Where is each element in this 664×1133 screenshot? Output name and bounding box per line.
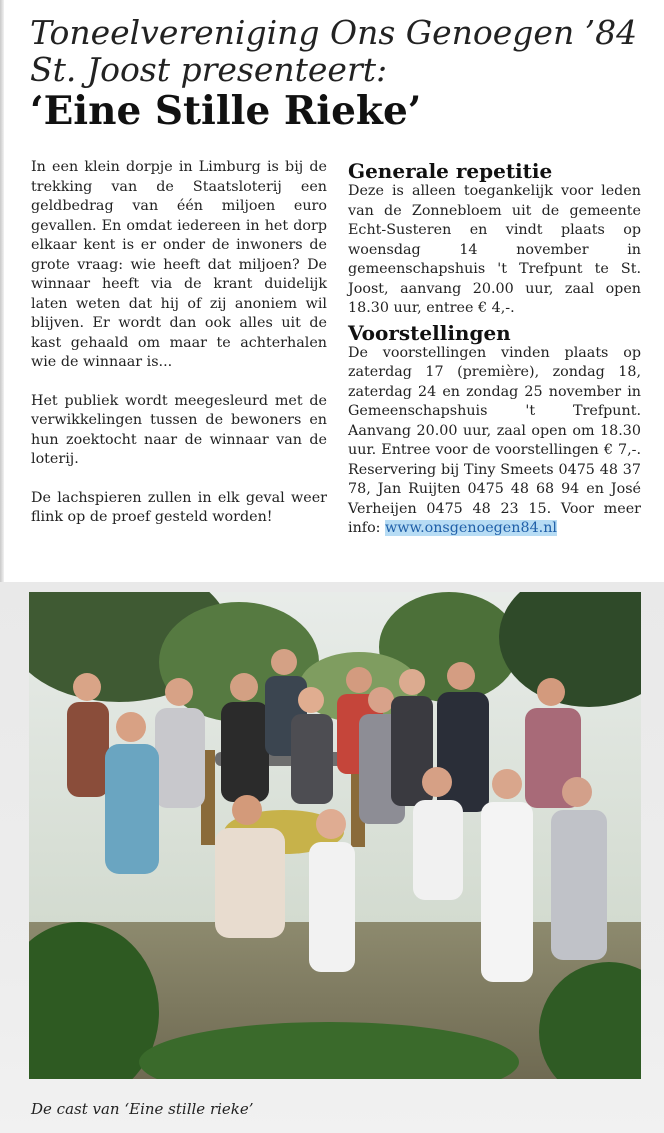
section-performances [348, 322, 641, 539]
article-headline [30, 14, 650, 134]
section-heading-performances: Voorstellingen [348, 320, 511, 345]
section-heading-dress-rehearsal: Generale repetitie [348, 159, 553, 183]
section-text-performances-wrap [348, 344, 641, 539]
headline-line-1: Toneelvereniging Ons Genoegen ’84 [30, 13, 638, 52]
photo-caption: De cast van ‘Eine stille rieke’ [31, 1100, 254, 1118]
section-dress-rehearsal [348, 160, 641, 319]
section-text-performances: De voorstellingen vinden plaats op zaterdag 17 (première), zondag 18, zaterdag 24 en zondag 25 november in Gemeenschapshuis 't Trefpunt. Aanvang 20.00 uur, zaal open om 18.30 uur. Entree voor de voorstellingen € 7,-. Reservering bij Tiny Smeets 0475 48 37 78, Jan Ruijten 0475 48 68 94 en José Verheijen 0475 48 23 15. Voor meer info: [348, 344, 641, 536]
section-text-dress-rehearsal: Deze is alleen toegankelijk voor leden van de Zonnebloem uit de gemeente Echt-Susteren en vindt plaats op woensdag 14 november in gemeenschapshuis 't Trefpunt te St. Joost, aanvang 20.00 uur, zaal open 18.30 uur, entree € 4,-. [348, 183, 641, 316]
paragraph-closing: De lachspieren zullen in elk geval weer flink op de proef gesteld worden! [31, 489, 327, 525]
page-gutter [0, 0, 4, 590]
headline-line-2: St. Joost presenteert: [30, 50, 388, 89]
website-link[interactable]: www.onsgenoegen84.nl [385, 520, 557, 536]
paragraph-plot: In een klein dorpje in Limburg is bij de trekking van de Staatsloterij een geldbedrag van één miljoen euro gevallen. En omdat iedereen in het dorp elkaar kent is er onder de inwoners de grote vraag: wie heeft dat miljoen? De winnaar heeft via de krant duidelijk laten weten dat hij of zij anoniem wil blijven. Er wordt dan ook alles uit de kast gehaald om maar te achterhalen wie de winnaar is... [31, 159, 327, 370]
paragraph-audience: Het publiek wordt meegesleurd met de verwikkelingen tussen de bewoners en hun zoektocht naar de winnaar van de loterij. [31, 392, 327, 467]
left-column [31, 158, 327, 547]
cast-photo [29, 592, 641, 1079]
headline-title: ‘Eine Stille Rieke’ [30, 88, 422, 134]
right-column [348, 160, 641, 542]
